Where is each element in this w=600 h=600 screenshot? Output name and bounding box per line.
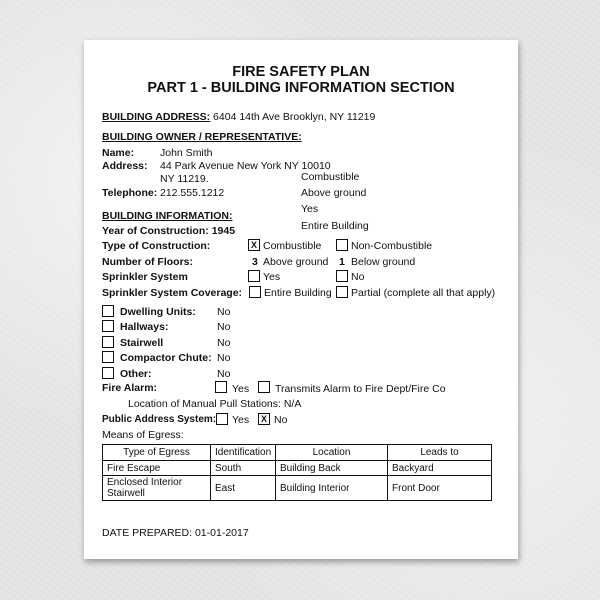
owner-name-label: Name: [102,147,135,159]
dwelling-units-checkbox[interactable] [102,305,114,317]
area-value: No [217,306,231,318]
legend-item: Combustible [301,171,360,183]
combustible-label: Combustible [263,240,322,252]
area-label: Stairwell [120,337,164,349]
other-checkbox[interactable] [102,367,114,379]
pull-stations-text: Location of Manual Pull Stations: N/A [128,398,302,410]
sprinkler-no-label: No [351,271,365,283]
owner-address-line2: NY 11219. [160,173,209,185]
pa-system-label: Public Address System: [102,414,217,425]
combustible-checkbox[interactable]: X [248,239,260,251]
area-value: No [217,321,231,333]
table-cell: Front Door [388,476,492,501]
building-info-heading: BUILDING INFORMATION: [102,210,233,222]
table-cell: Building Interior [276,476,388,501]
year-label: Year of Construction: [102,225,209,237]
pa-yes-checkbox[interactable] [216,413,228,425]
sprinkler-label: Sprinkler System [102,271,188,283]
non-combustible-label: Non-Combustible [351,240,433,252]
legend-item: Entire Building [301,220,369,232]
table-row [103,476,492,501]
fire-alarm-label: Fire Alarm: [102,382,158,394]
sprinkler-yes-checkbox[interactable] [248,270,260,282]
floors-below-count: 1 [339,256,345,268]
legend-item: Yes [301,203,319,215]
table-cell: South [211,461,276,476]
fire-alarm-yes-checkbox[interactable] [215,381,227,393]
date-prepared: DATE PREPARED: 01-01-2017 [102,527,249,539]
area-label: Other: [120,368,152,380]
below-ground-label: Below ground [351,256,416,268]
partial-label: Partial (complete all that apply) [351,287,496,299]
entire-building-checkbox[interactable] [249,286,261,298]
floors-label: Number of Floors: [102,256,193,268]
area-label: Compactor Chute: [120,352,212,364]
transmits-alarm-label: Transmits Alarm to Fire Dept/Fire Co [275,383,446,395]
table-row [103,461,492,476]
above-ground-label: Above ground [263,256,329,268]
pa-no-checkbox[interactable]: X [258,413,270,425]
area-label: Hallways: [120,321,169,333]
table-cell: Fire Escape [103,461,211,476]
owner-telephone: 212.555.1212 [160,187,225,199]
table-cell: Enclosed Interior Stairwell [103,476,211,501]
year-value: 1945 [211,225,236,237]
construction-type-label: Type of Construction: [102,240,211,252]
area-value: No [217,352,231,364]
hallways-checkbox[interactable] [102,320,114,332]
table-header: Type of Egress [103,445,211,461]
owner-heading: BUILDING OWNER / REPRESENTATIVE: [102,131,302,143]
table-header: Identification [211,445,276,461]
partial-checkbox[interactable] [336,286,348,298]
table-header: Leads to [388,445,492,461]
stairwell-checkbox[interactable] [102,336,114,348]
document-subtitle: PART 1 - BUILDING INFORMATION SECTION [147,80,455,96]
area-value: No [217,337,231,349]
owner-address-line1: 44 Park Avenue New York NY 10010 [160,160,331,172]
sprinkler-no-checkbox[interactable] [336,270,348,282]
building-address-row [102,111,375,123]
fire-safety-plan-sheet [84,40,518,559]
year-of-construction [102,225,235,237]
owner-telephone-label: Telephone: [102,187,158,199]
building-address-label: BUILDING ADDRESS: [102,111,211,123]
owner-name: John Smith [160,147,213,159]
sprinkler-yes-label: Yes [263,271,281,283]
table-cell: East [211,476,276,501]
floors-above-count: 3 [252,256,258,268]
fire-alarm-yes-label: Yes [232,383,250,395]
document-title: FIRE SAFETY PLAN [232,64,370,80]
coverage-label: Sprinkler System Coverage: [102,287,243,299]
pa-no-label: No [274,414,288,426]
area-value: No [217,368,231,380]
non-combustible-checkbox[interactable] [336,239,348,251]
pa-yes-label: Yes [232,414,250,426]
legend-item: Above ground [301,187,367,199]
owner-address-label: Address: [102,160,148,172]
table-header: Location [276,445,388,461]
building-address-value: 6404 14th Ave Brooklyn, NY 11219 [213,111,376,123]
entire-building-label: Entire Building [264,287,332,299]
egress-table [102,444,492,501]
transmits-alarm-checkbox[interactable] [258,381,270,393]
area-label: Dwelling Units: [120,306,196,318]
table-cell: Building Back [276,461,388,476]
table-cell: Backyard [388,461,492,476]
table-header-row [103,445,492,461]
means-of-egress-label: Means of Egress: [102,429,184,441]
compactor-chute-checkbox[interactable] [102,351,114,363]
